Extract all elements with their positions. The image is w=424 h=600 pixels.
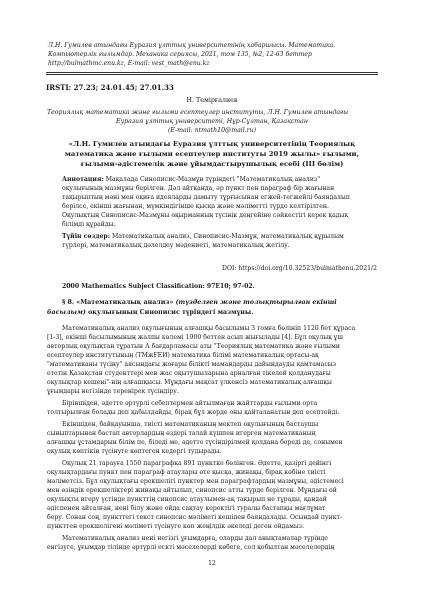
paper-title-line-3: ғылыми-әдістемелік және ұйымдастырушылық есебі (III бөлім) bbox=[80, 160, 344, 168]
body-line: Математикалық анализ нені негізгі ұғымдарға, оларды дал анықтамалар түрінде bbox=[62, 535, 328, 542]
body-line: Екіншіден, байқауынша, тиісті математиканың мектеп оқулығының бастаушы bbox=[62, 421, 319, 428]
body-line: Біріншіден, әдетте әртүрлі себептермен айтылмаған жайттарды ғылыми орта bbox=[62, 400, 318, 407]
section-heading-line-1 bbox=[62, 300, 337, 306]
keywords-label: Түйін сөздер: bbox=[62, 233, 110, 240]
journal-line-3: http://bulmathmc.enu.kz, E-mail: vest_math@enu.kz bbox=[48, 60, 210, 67]
section-title-bold: «Математикалық анализ» bbox=[76, 299, 174, 306]
body-line: толтырылған болады деп қабылдайды, бірақ бұл жерде оны қайталанатын деп есептейді. bbox=[47, 409, 340, 416]
body-line: ететін Қазақстан студенттері мен жас оқытушыларына арналған тікелей қолданудағы bbox=[47, 370, 331, 377]
msc-classification bbox=[62, 284, 255, 290]
affiliation-email: (E-mail: ntmath10@mail.ru) bbox=[167, 127, 257, 134]
body-line: есептеулер институтының (ТМжҒЕИ) математика білімі математикалық ортасы-ақ bbox=[47, 352, 319, 359]
body-line: оқулық көптікін түсінуге көптеген кедергі тудырады. bbox=[47, 448, 222, 455]
abstract-text-1: Мақалада Синописис-Мазмұн түріндегі "Математикалық анализ" bbox=[105, 176, 321, 183]
abstract-line: Оқулықтың Синописис-Мазмұны оқырманның түсінік деңгейіне сәйкестігі керек қадық bbox=[62, 212, 349, 219]
section-title-italic: (түзделген және толықтырылған екінші bbox=[175, 299, 337, 306]
paper-title-line-1: «Л.Н. Гумилев атындағы Еуразия ұлттық университетінің Теориялық bbox=[68, 140, 356, 148]
header-rule-top bbox=[46, 72, 378, 73]
section-number: § 8. bbox=[62, 299, 75, 306]
abstract-line: оқулығының мазмұны берілген. Дәл айтқанда, әр пункт пен параграф бір жағынан bbox=[62, 185, 335, 192]
journal-line-1: Л.Н. Гумилев атындағы Еуразия ұлттық университетінің хабаршысы. Математика. bbox=[48, 42, 336, 49]
author-name: Н. Темірғалиев bbox=[186, 97, 238, 104]
msc-label: 2000 Mathematics Subject Classification: bbox=[62, 283, 205, 290]
paper-title-line-2: математика және ғылыми есептеулер институты 2019 жылы» ғылыми, bbox=[64, 150, 360, 158]
body-line: беру. Сонан соң, пункттегі текст синопсис мәліметі кешіпен баяндалады. Осындай пункт- bbox=[47, 514, 343, 521]
page-number: 12 bbox=[208, 560, 216, 567]
irsti-codes: IRSTI: 27.23; 24.01.45; 27.01.33 bbox=[46, 83, 174, 92]
keywords-first-line bbox=[62, 234, 344, 240]
body-line: оқулықтардағы пункт пен параграф атаулары өте қысқа, жинақы, бірақ көбіне тиісті bbox=[47, 469, 326, 476]
body-line: ұғымдары негізінде теренірек түсіндіру. bbox=[47, 388, 179, 395]
section-heading-line-2 bbox=[47, 310, 253, 316]
keywords-line-2: түрлері, математикалық дәлелдеу мәдениеті, математикалық жетілу. bbox=[62, 242, 290, 249]
section-subtitle-italic: басылым) bbox=[47, 309, 86, 316]
keywords-text-1: Математикалық анализ, Синописис-Мазмұн, математикалық құрылым bbox=[111, 233, 344, 240]
body-line: Математикалық анализ оқулығының алғашқы басылымы 3 томға бөлініп 1120 бет құраса bbox=[62, 325, 356, 332]
body-line: оқулықты игеру үстінде пункттің синопсис атаулымен-ақ тақырып не тұрады, қандай bbox=[47, 496, 327, 503]
body-line: мәліметсіз. Бұл оқулықтағы ерекшелігі пунктер мен параграфтардың мазмұны, әдістемесі bbox=[47, 478, 344, 485]
body-line: Оқулық 21 тарауға 1550 параграфқа 891 пунктке бөлінген. Әдетте, қазіргі дейінгі bbox=[62, 460, 332, 467]
header-rule-bottom bbox=[46, 74, 378, 75]
body-line: әдіспенен айталған, нені білу және ойда сақтау керектігі туралы бастапқы мағлұмат bbox=[47, 505, 326, 512]
abstract-first-line bbox=[62, 177, 320, 183]
affiliation-line-1: Теориялық математика және ғылыми есептеулер институты, Л.Н. Гумилев атындағы bbox=[47, 109, 349, 116]
body-line: [1-3], екінші басылымының жалпы көлемі 1900 беттен асып жығылады [4]. Бұл оқулық ұш bbox=[47, 334, 343, 341]
doi-link[interactable]: DOI: https://doi.org/10.32523/bulmathenu.2021/2 bbox=[222, 265, 377, 272]
body-line: оқулықтар кешені"-нің алғашқысы. Мұндағы мақсат үлкенсіз математикалық алғашқы bbox=[47, 379, 332, 386]
abstract-line: тақырыптың мәні мен оқиға идеяларды дамыту тұрғысынан егжей-тегжейлі баяндалып bbox=[62, 194, 350, 201]
body-line: пункттен ерекшелігені мәліметі түсінуге көп жеңілдік әкеледі деген ойдамыз. bbox=[47, 523, 305, 530]
affiliation-line-2: Еуразия ұлттық университеті, Нұр-Сұлтан, Қазақстан bbox=[116, 118, 308, 125]
journal-line-2: Компьютерлік ғылымдар. Механика сериясы, 2021, том 135, №2, 12-63 беттер bbox=[48, 51, 312, 58]
abstract-line: білімді құрайды. bbox=[62, 221, 116, 228]
body-line: авторлық оқулықтан тұратын А бағдарламасы аты "Теориялық математика және ғылыми bbox=[47, 343, 340, 350]
abstract-label: Аннотация: bbox=[62, 176, 104, 183]
abstract-line: берілсе, екінші жағынан, мүмкіндігінше қысқа және мәліметті түрде келтірілген. bbox=[62, 203, 329, 210]
body-line: енгізуге, ұғымдар тілінде әртүрлі ескті мәселелерді көбеге, сол қобылтан мәселелердің bbox=[47, 544, 335, 551]
body-line: "математиканы түсіну" аясындағы жоғары білікті мамандарды дайындауды қамтамасыз bbox=[47, 361, 336, 368]
body-line: сыныптарынан бастап авторлардың өздері талай күшпен игерген математиканың bbox=[47, 430, 316, 437]
body-line: мен өзіндік ерекшеліктері жинақы айтылып, синопсис атты түрде берілген. Мұндағы ой bbox=[47, 487, 337, 494]
section-subtitle-bold: оқулығының Синописис түріндегі мазмұны. bbox=[88, 309, 254, 316]
body-line: алғашқы ұстамдарын білім пе, біледі ме, әдетте түсіндірілмей қолдана береді де, сонымен bbox=[47, 439, 343, 446]
msc-codes: 97E10; 97-02. bbox=[206, 283, 255, 290]
